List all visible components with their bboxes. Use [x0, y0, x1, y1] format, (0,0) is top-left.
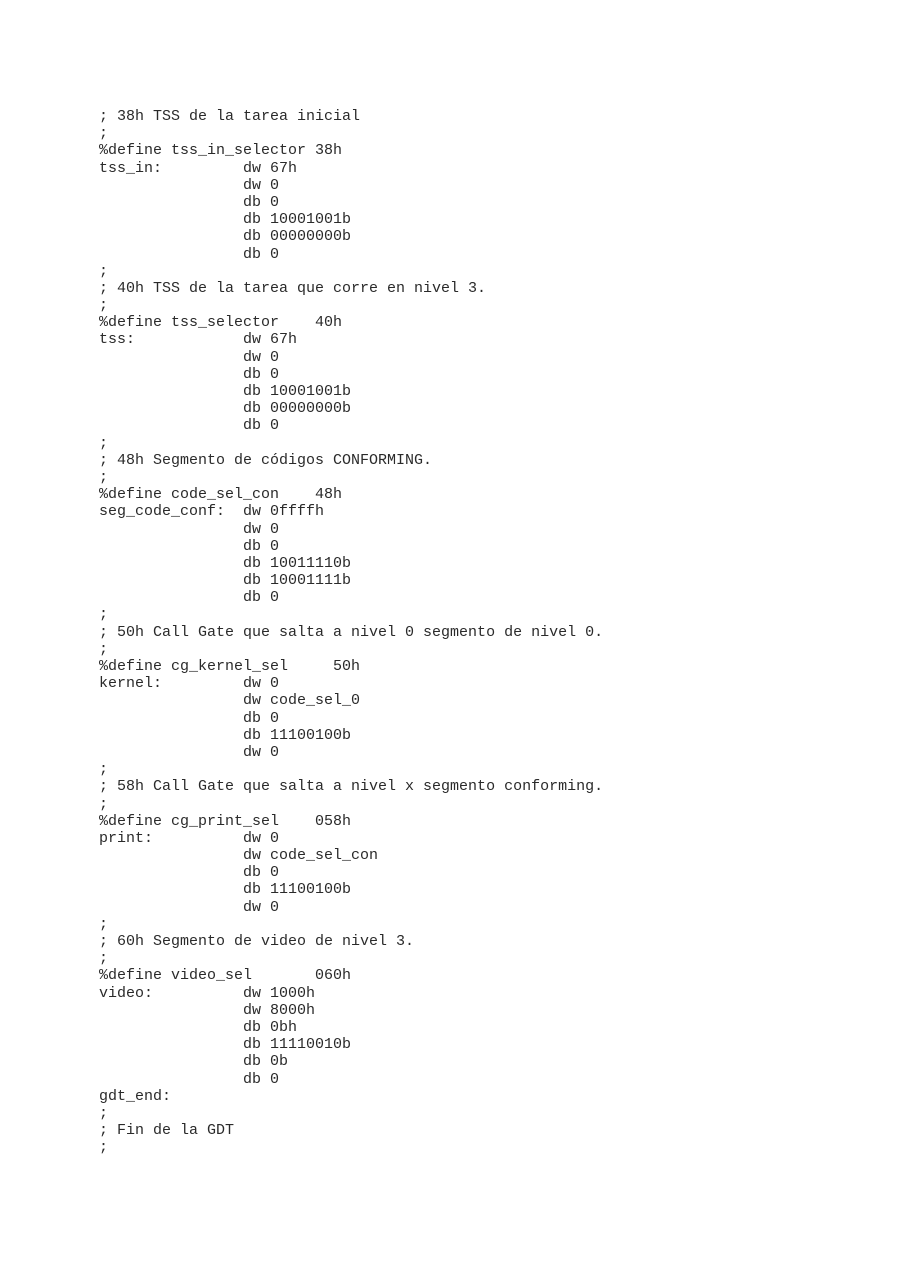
code-line: ; 48h Segmento de códigos CONFORMING.: [99, 451, 433, 469]
code-line: ;: [99, 1104, 109, 1122]
code-line: db 00000000b: [99, 400, 352, 418]
code-line: ; 40h TSS de la tarea que corre en nivel 3.: [99, 279, 487, 297]
code-line: db 0bh: [99, 1018, 298, 1036]
code-line: db 11110010b: [99, 1036, 352, 1054]
code-line: dw code_sel_con: [99, 847, 379, 865]
code-line: ;: [99, 262, 109, 280]
code-line: ;: [99, 297, 109, 315]
code-line: ;: [99, 795, 109, 813]
code-line: db 10001111b: [99, 572, 352, 590]
code-line: ; Fin de la GDT: [99, 1122, 235, 1140]
code-line: db 0: [99, 709, 280, 727]
code-line: %define cg_kernel_sel 50h: [99, 658, 361, 675]
code-line: db 10001001b: [99, 383, 352, 400]
code-line: ;: [99, 125, 109, 143]
assembly-code-listing: [99, 108, 603, 1156]
code-line: db 11100100b: [99, 881, 352, 899]
code-line: ; 60h Segmento de video de nivel 3.: [99, 933, 415, 950]
code-line: ; 58h Call Gate que salta a nivel x segmento conforming.: [99, 778, 604, 796]
code-line: ;: [99, 468, 109, 486]
code-line: dw 0: [99, 176, 280, 194]
code-line: db 0: [99, 1070, 280, 1088]
code-line: ;: [99, 761, 109, 779]
code-line: gdt_end:: [99, 1087, 172, 1105]
code-line: ;: [99, 915, 109, 933]
code-line: %define video_sel 060h: [99, 967, 352, 985]
code-line: db 10001001b: [99, 211, 352, 229]
code-line: db 0: [99, 589, 280, 607]
code-line: tss_in: dw 67h: [99, 159, 298, 177]
code-line: ;: [99, 950, 109, 968]
code-line: %define tss_in_selector 38h: [99, 142, 343, 160]
code-line: %define cg_print_sel 058h: [99, 812, 352, 830]
code-line: db 0: [99, 193, 280, 211]
code-line: dw 0: [99, 348, 280, 366]
code-line: ;: [99, 606, 109, 624]
code-line: seg_code_conf: dw 0ffffh: [99, 503, 325, 521]
code-line: db 0: [99, 537, 280, 555]
code-line: ;: [99, 1139, 109, 1157]
code-line: db 0: [99, 864, 280, 882]
code-line: dw 8000h: [99, 1001, 316, 1019]
code-line: %define tss_selector 40h: [99, 314, 343, 332]
code-line: ; 50h Call Gate que salta a nivel 0 segmento de nivel 0.: [99, 623, 604, 641]
code-line: ;: [99, 640, 109, 658]
code-line: db 00000000b: [99, 228, 352, 246]
code-line: db 0: [99, 365, 280, 383]
code-line: dw code_sel_0: [99, 692, 361, 710]
code-line: dw 0: [99, 743, 280, 761]
code-line: dw 0: [99, 898, 280, 916]
code-line: db 0b: [99, 1053, 289, 1071]
code-line: ; 38h TSS de la tarea inicial: [99, 108, 361, 125]
code-line: db 11100100b: [99, 726, 352, 744]
code-line: video: dw 1000h: [99, 984, 316, 1002]
code-line: db 10011110b: [99, 554, 352, 572]
code-line: db 0: [99, 245, 280, 263]
code-line: dw 0: [99, 520, 280, 538]
code-line: db 0: [99, 417, 280, 435]
code-line: kernel: dw 0: [99, 675, 280, 693]
code-line: print: dw 0: [99, 829, 280, 847]
code-line: tss: dw 67h: [99, 331, 298, 349]
code-line: ;: [99, 434, 109, 452]
code-line: %define code_sel_con 48h: [99, 486, 343, 504]
